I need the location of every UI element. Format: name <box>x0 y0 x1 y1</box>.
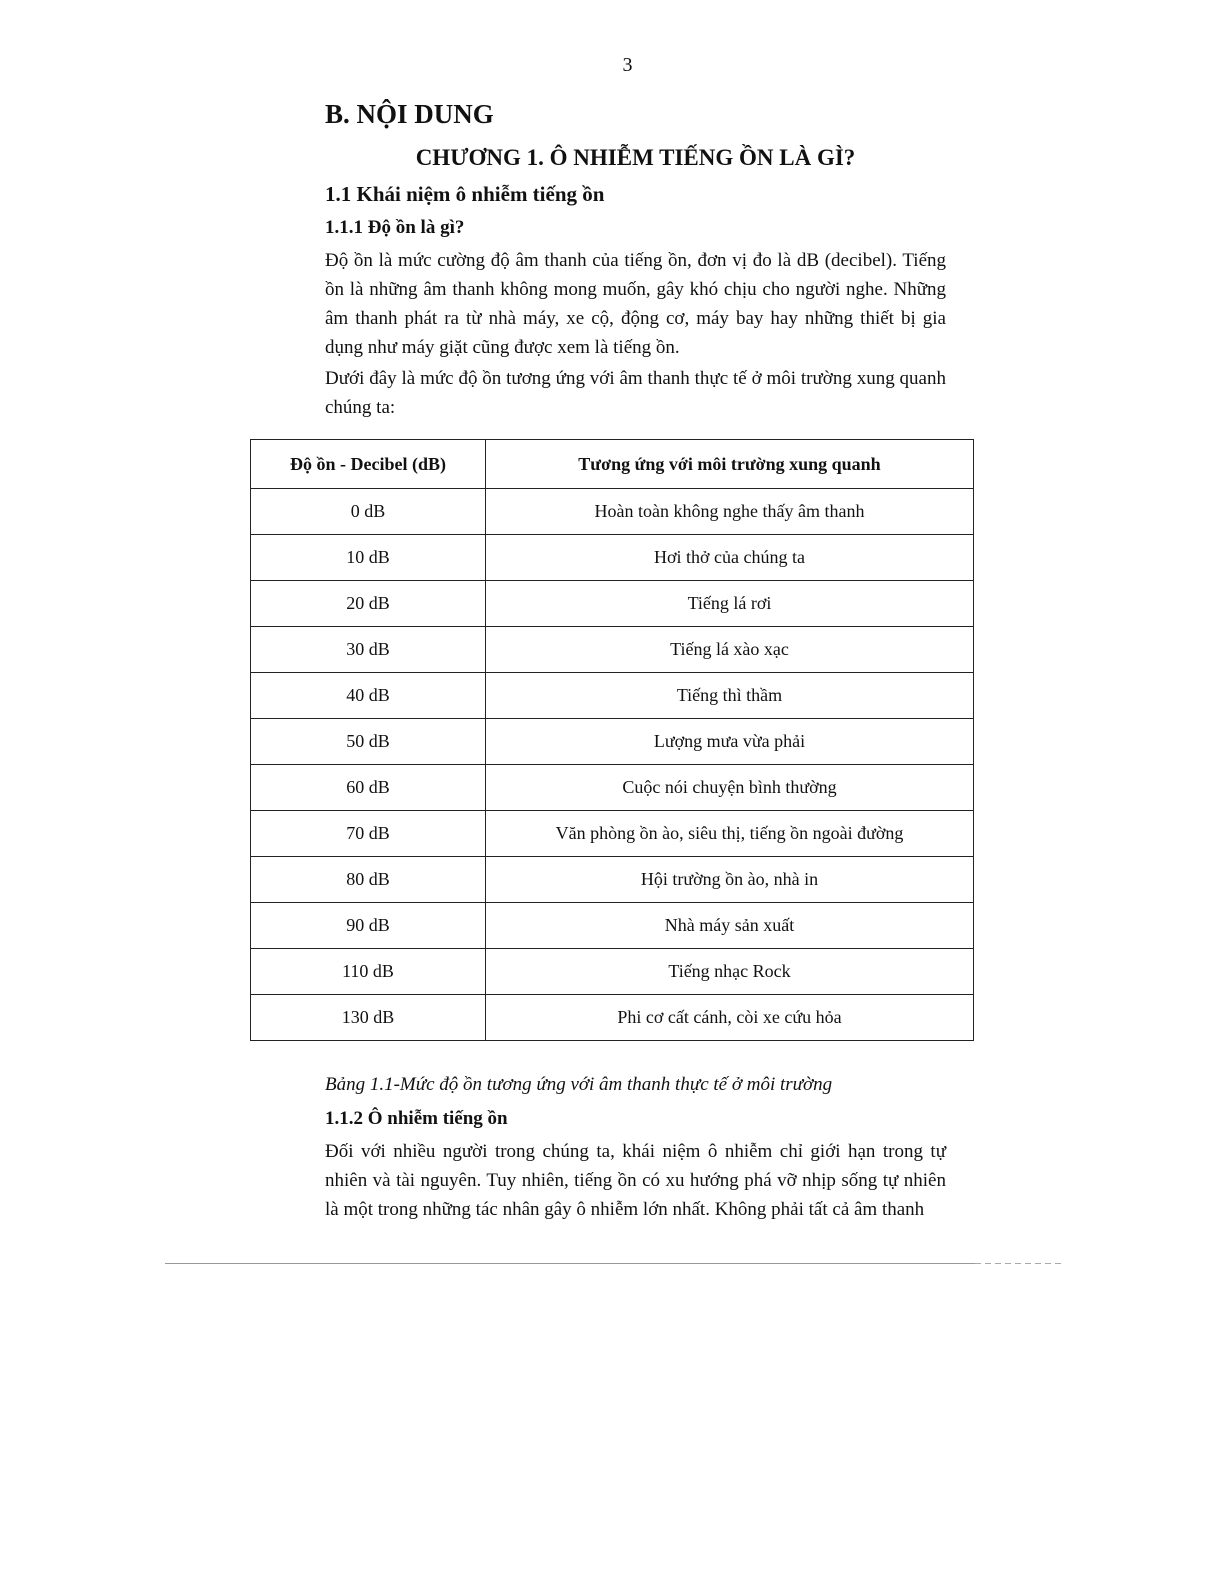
cell-decibel: 40 dB <box>251 673 486 719</box>
table-row <box>251 765 974 811</box>
header-environment: Tương ứng với môi trường xung quanh <box>486 440 974 489</box>
cell-environment: Hoàn toàn không nghe thấy âm thanh <box>486 489 974 535</box>
cell-decibel: 90 dB <box>251 903 486 949</box>
cell-environment: Lượng mưa vừa phải <box>486 719 974 765</box>
table-row <box>251 811 974 857</box>
table-row <box>251 719 974 765</box>
page-footer-dash <box>975 1263 1061 1264</box>
table-caption: Bảng 1.1-Mức độ ồn tương ứng với âm thanh thực tế ở môi trường <box>325 1074 833 1095</box>
table-row <box>251 581 974 627</box>
cell-decibel: 80 dB <box>251 857 486 903</box>
page-footer-divider <box>165 1263 975 1264</box>
table-row <box>251 949 974 995</box>
table-row <box>251 995 974 1041</box>
paragraph-table-intro: Dưới đây là mức độ ồn tương ứng với âm thanh thực tế ở môi trường xung quanh chúng ta: <box>325 368 946 418</box>
cell-decibel: 0 dB <box>251 489 486 535</box>
cell-environment: Phi cơ cất cánh, còi xe cứu hỏa <box>486 995 974 1041</box>
page-number: 3 <box>622 54 633 76</box>
cell-environment: Văn phòng ồn ào, siêu thị, tiếng ồn ngoài đường <box>486 811 974 857</box>
main-content <box>325 96 946 422</box>
cell-environment: Tiếng thì thầm <box>486 673 974 719</box>
subsection-heading-1-1-2: 1.1.2 Ô nhiễm tiếng ồn <box>325 1108 508 1129</box>
cell-environment: Tiếng lá rơi <box>486 581 974 627</box>
subsection-heading-1-1-1: 1.1.1 Độ ồn là gì? <box>325 217 465 238</box>
cell-decibel: 20 dB <box>251 581 486 627</box>
cell-environment: Hơi thở của chúng ta <box>486 535 974 581</box>
cell-decibel: 130 dB <box>251 995 486 1041</box>
table-row <box>251 627 974 673</box>
cell-environment: Cuộc nói chuyện bình thường <box>486 765 974 811</box>
paragraph-noise-pollution: Đối với nhiều người trong chúng ta, khái niệm ô nhiễm chỉ giới hạn trong tự nhiên và tài nguyên. Tuy nhiên, tiếng ồn có xu hướng phá vỡ nhịp sống tự nhiên là một trong những tác nhân gây ô nhiễm lớn nhất. Không phải tất cả âm thanh <box>325 1141 946 1220</box>
table-row <box>251 673 974 719</box>
table-row <box>251 535 974 581</box>
cell-decibel: 60 dB <box>251 765 486 811</box>
cell-environment: Tiếng lá xào xạc <box>486 627 974 673</box>
cell-environment: Nhà máy sản xuất <box>486 903 974 949</box>
chapter-title: CHƯƠNG 1. Ô NHIỄM TIẾNG ỒN LÀ GÌ? <box>415 145 856 170</box>
noise-level-table <box>250 439 974 1041</box>
table-row <box>251 903 974 949</box>
paragraph-definition: Độ ồn là mức cường độ âm thanh của tiếng ồn, đơn vị đo là dB (decibel). Tiếng ồn là những âm thanh không mong muốn, gây khó chịu cho người nghe. Những âm thanh phát ra từ nhà máy, xe cộ, động cơ, máy bay hay những thiết bị gia dụng như máy giặt cũng được xem là tiếng ồn. <box>325 250 946 358</box>
table-header-row <box>251 440 974 489</box>
cell-decibel: 110 dB <box>251 949 486 995</box>
cell-decibel: 50 dB <box>251 719 486 765</box>
cell-decibel: 10 dB <box>251 535 486 581</box>
section-1-1-2 <box>325 1101 946 1224</box>
cell-decibel: 70 dB <box>251 811 486 857</box>
cell-environment: Tiếng nhạc Rock <box>486 949 974 995</box>
table-row <box>251 489 974 535</box>
header-decibel: Độ ồn - Decibel (dB) <box>251 440 486 489</box>
cell-decibel: 30 dB <box>251 627 486 673</box>
noise-table <box>250 439 974 1041</box>
cell-environment: Hội trường ồn ào, nhà in <box>486 857 974 903</box>
table-row <box>251 857 974 903</box>
part-title: B. NỘI DUNG <box>325 99 494 129</box>
section-heading-1-1: 1.1 Khái niệm ô nhiễm tiếng ồn <box>325 182 605 206</box>
